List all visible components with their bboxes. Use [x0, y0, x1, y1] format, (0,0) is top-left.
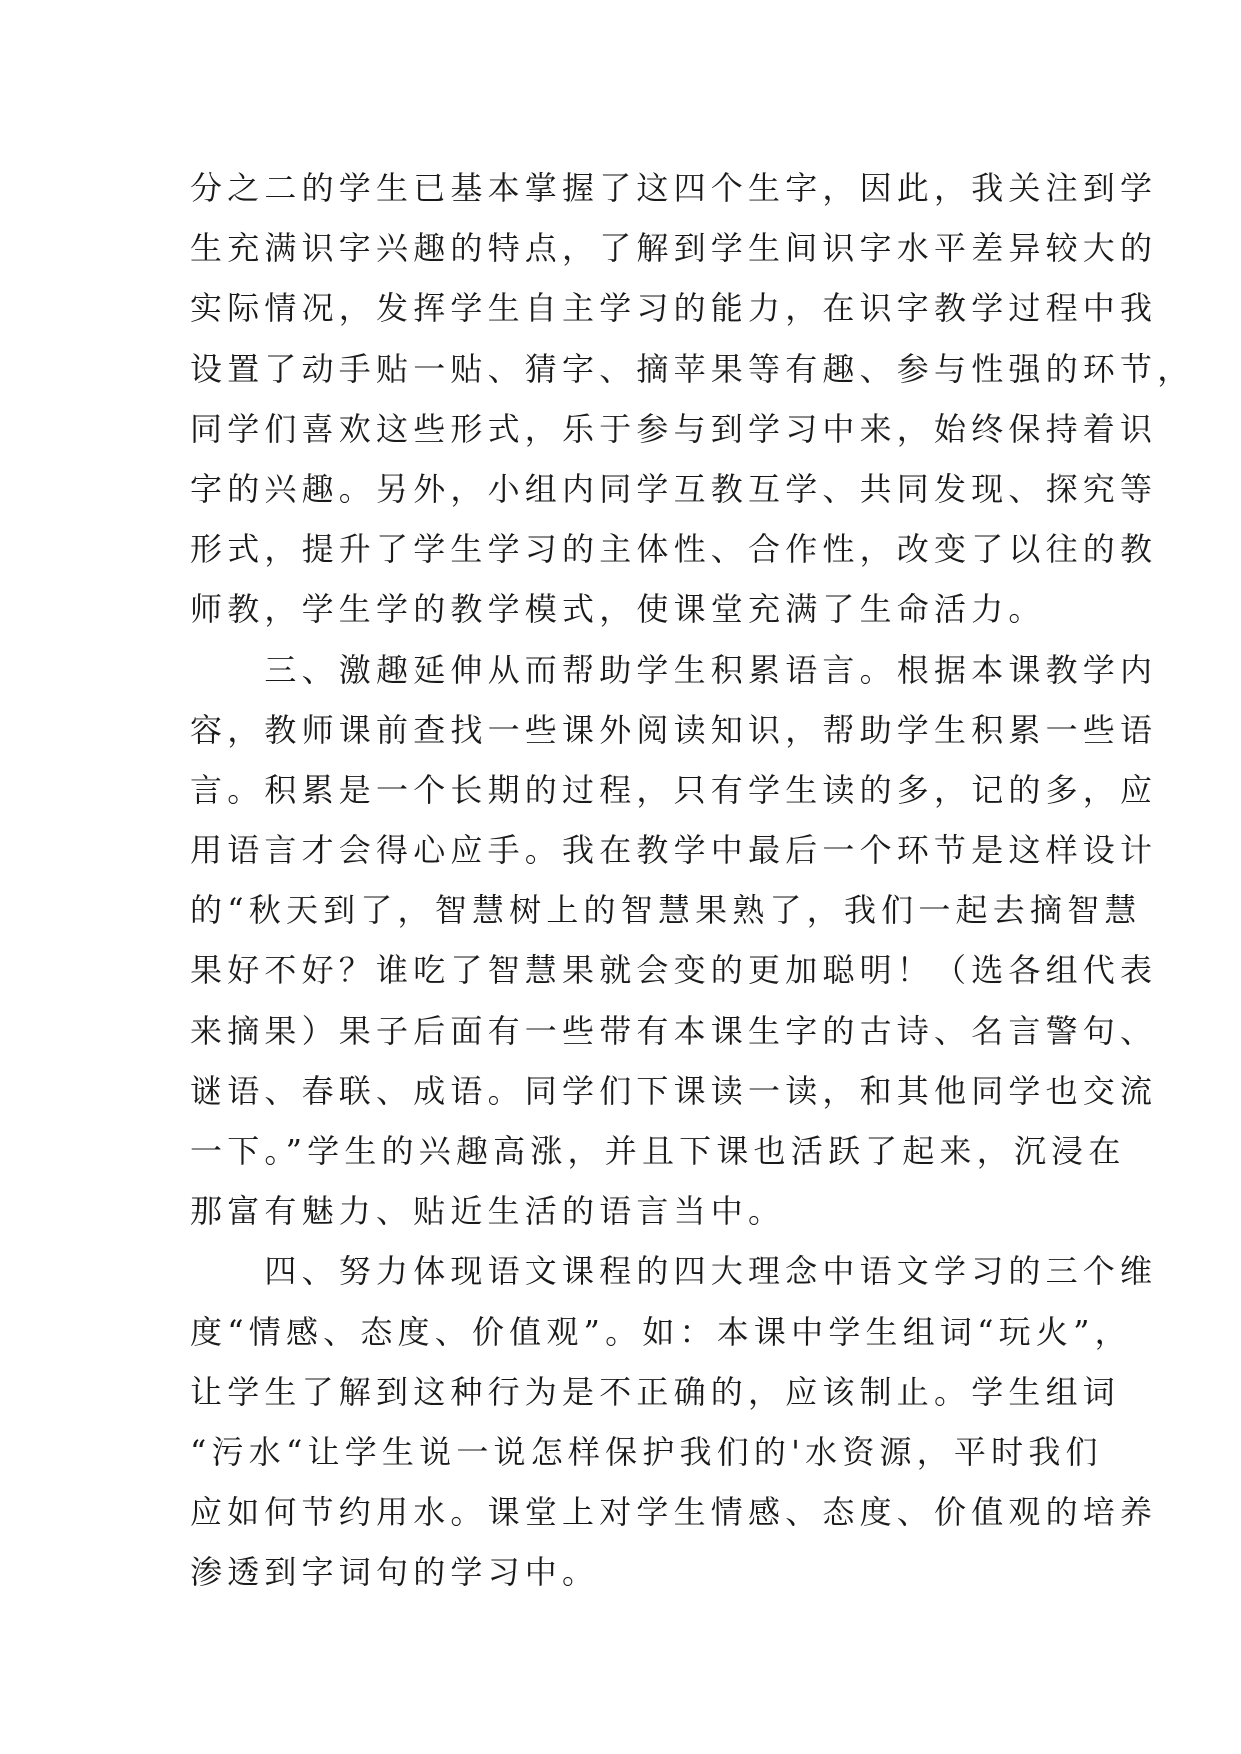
text-line: 分之二的学生已基本掌握了这四个生字，因此，我关注到学	[190, 169, 1158, 207]
text-line: 渗透到字词句的学习中。	[190, 1553, 600, 1592]
text-line: 三、激趣延伸从而帮助学生积累语言。根据本课教学内	[190, 650, 1158, 689]
text-line: 一下。”学生的兴趣高涨，并且下课也活跃了起来，沉浸在	[190, 1132, 1126, 1170]
text-line: “污水“让学生说一说怎样保护我们的'水资源，平时我们	[190, 1432, 1103, 1471]
text-line: 来摘果）果子后面有一些带有本课生字的古诗、名言警句、	[190, 1011, 1158, 1050]
text-line: 形式，提升了学生学习的主体性、合作性，改变了以往的教	[190, 530, 1158, 569]
text-line: 应如何节约用水。课堂上对学生情感、态度、价值观的培养	[190, 1493, 1158, 1532]
text-line: 生充满识字兴趣的特点，了解到学生间识字水平差异较大的	[190, 229, 1158, 268]
text-line: 容，教师课前查找一些课外阅读知识，帮助学生积累一些语	[190, 710, 1158, 749]
text-line: 度“情感、态度、价值观”。如：本课中学生组词“玩火”，	[190, 1312, 1132, 1351]
text-line: 谜语、春联、成语。同学们下课读一读，和其他同学也交流	[190, 1071, 1158, 1110]
text-line: 字的兴趣。另外，小组内同学互教互学、共同发现、探究等	[190, 469, 1158, 508]
text-line: 用语言才会得心应手。我在教学中最后一个环节是这样设计	[190, 831, 1158, 870]
text-line: 的“秋天到了，智慧树上的智慧果熟了，我们一起去摘智慧	[190, 891, 1142, 930]
text-line: 设置了动手贴一贴、猜字、摘苹果等有趣、参与性强的环节，	[190, 349, 1195, 388]
text-line: 师教，学生学的教学模式，使课堂充满了生命活力。	[190, 590, 1046, 629]
text-line: 同学们喜欢这些形式，乐于参与到学习中来，始终保持着识	[190, 409, 1158, 448]
text-line: 那富有魅力、贴近生活的语言当中。	[190, 1192, 786, 1231]
text-line: 实际情况，发挥学生自主学习的能力，在识字教学过程中我	[190, 289, 1158, 328]
body-text	[190, 158, 1195, 1603]
text-line: 言。积累是一个长期的过程，只有学生读的多，记的多，应	[190, 770, 1158, 809]
text-line: 四、努力体现语文课程的四大理念中语文学习的三个维	[190, 1252, 1158, 1291]
text-line: 果好不好？谁吃了智慧果就会变的更加聪明！（选各组代表	[190, 951, 1158, 990]
text-line: 让学生了解到这种行为是不正确的，应该制止。学生组词	[190, 1372, 1121, 1411]
